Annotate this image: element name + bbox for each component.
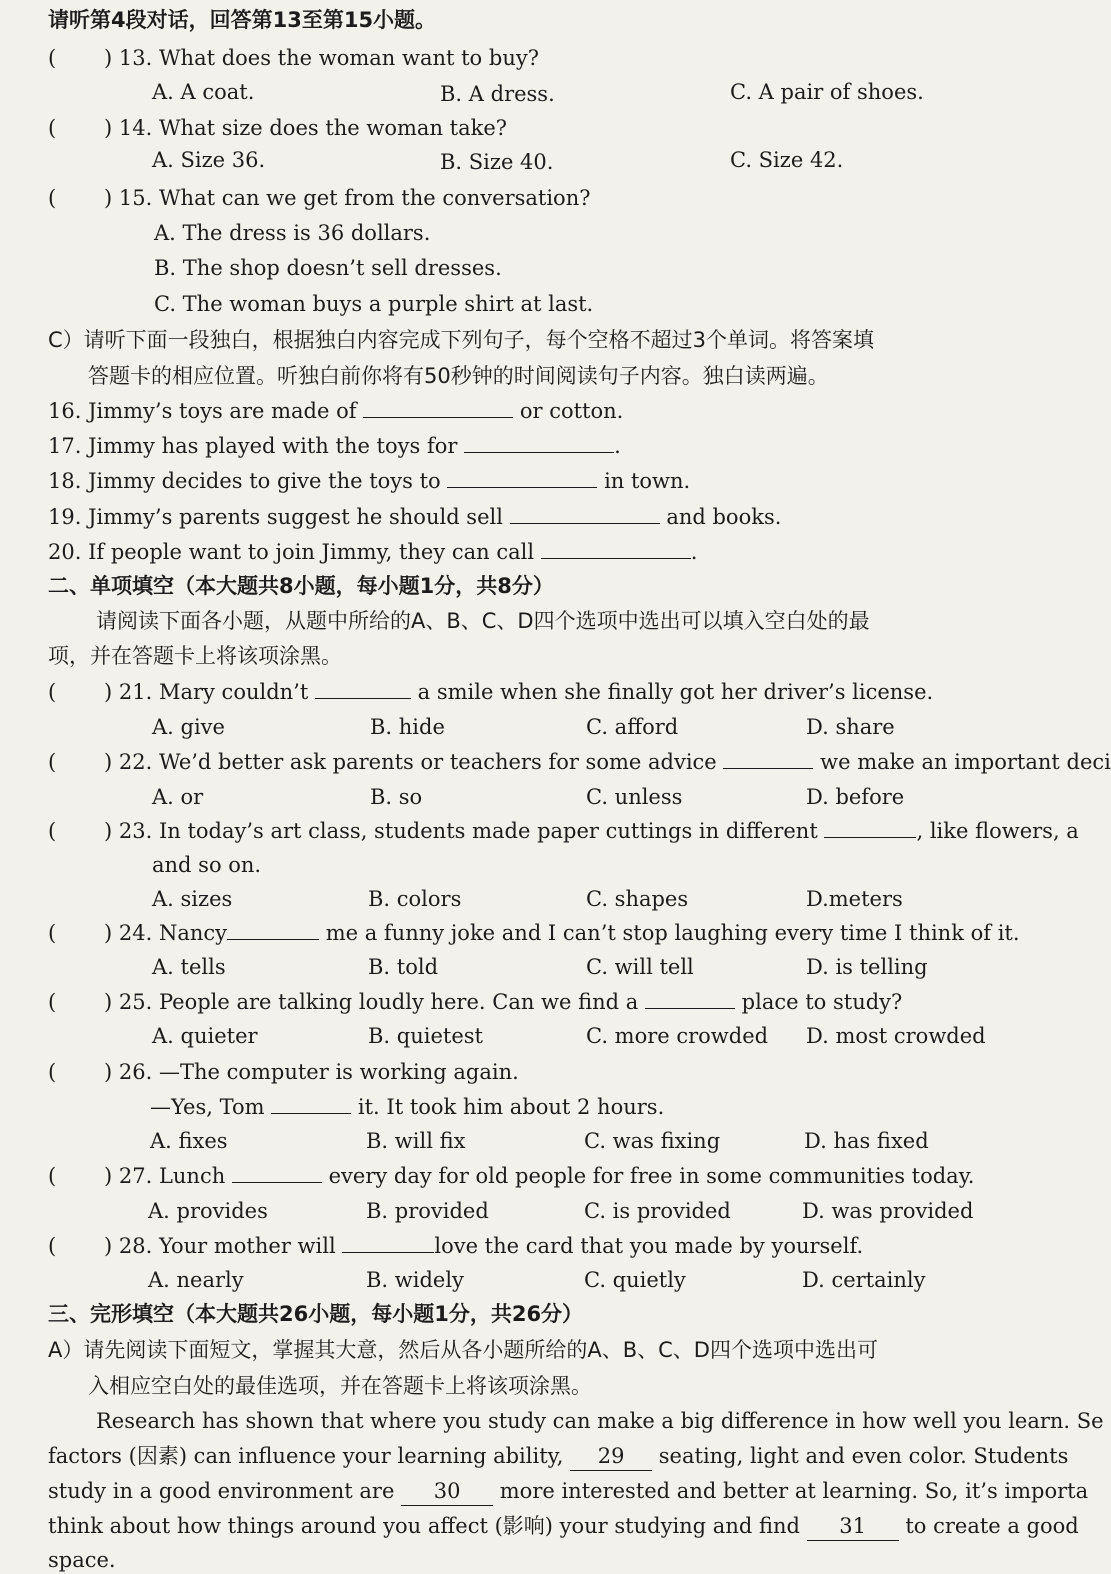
question-text: a smile when she finally got her driver’s license. [417,680,934,704]
question-15 [104,184,591,212]
question-18 [48,467,690,495]
question-22 [104,748,1111,776]
answer-paren[interactable]: ( [48,46,57,70]
q27-option-a[interactable]: A. provides [148,1199,268,1223]
question-number: ) 14. [104,116,153,140]
q22-option-a[interactable]: A. or [152,785,204,809]
answer-blank[interactable] [510,503,660,524]
question-stem: What can we get from the conversation? [158,186,591,210]
passage-text: seating, light and even color. Students [658,1444,1069,1468]
q27-option-c[interactable]: C. is provided [584,1199,731,1223]
answer-paren[interactable]: ( [48,680,57,704]
question-14 [104,114,507,142]
q23-option-d[interactable]: D.meters [806,887,903,911]
question-text: 17. Jimmy has played with the toys for [48,434,458,458]
section-c-instruction-line1: C）请听下面一段独白，根据独白内容完成下列句子，每个空格不超过3个单词。将答案填 [48,328,875,352]
question-24 [104,919,1020,947]
q13-option-c[interactable]: C. A pair of shoes. [730,80,924,104]
q13-option-b[interactable]: B. A dress. [440,82,555,106]
q21-option-c[interactable]: C. afford [586,715,679,739]
q23-option-b[interactable]: B. colors [368,887,462,911]
passage-line-1: Research has shown that where you study can make a big difference in how well you learn. Se [96,1409,1104,1433]
blank-30[interactable]: 30 [401,1477,493,1506]
part3-instruction-line1: A）请先阅读下面短文，掌握其大意，然后从各小题所给的A、B、C、D四个选项中选出可 [48,1338,878,1362]
question-text: in town. [604,469,691,493]
answer-blank[interactable] [723,748,813,769]
q24-option-a[interactable]: A. tells [152,955,226,979]
q28-option-b[interactable]: B. widely [366,1268,464,1292]
question-text: People are talking loudly here. Can we find a [158,990,639,1014]
passage-line-5: space. [48,1548,116,1572]
q21-option-a[interactable]: A. give [152,715,225,739]
passage-text: more interested and better at learning. So, it’s importa [499,1479,1089,1503]
q21-option-b[interactable]: B. hide [370,715,445,739]
question-20 [48,538,697,566]
question-28 [104,1232,863,1260]
question-26-reply [150,1093,664,1121]
question-text: 20. If people want to join Jimmy, they can call [48,540,535,564]
q15-option-c[interactable]: C. The woman buys a purple shirt at last. [154,292,594,316]
q27-option-b[interactable]: B. provided [366,1199,489,1223]
answer-blank[interactable] [464,432,614,453]
q14-option-a[interactable]: A. Size 36. [152,148,266,172]
q14-option-c[interactable]: C. Size 42. [730,148,844,172]
question-26 [104,1058,519,1086]
question-text: —The computer is working again. [158,1060,519,1084]
passage-line-4 [48,1512,1079,1541]
question-text: 18. Jimmy decides to give the toys to [48,469,441,493]
question-text: We’d better ask parents or teachers for some advice [158,750,717,774]
answer-paren[interactable]: ( [48,186,57,210]
question-text: love the card that you made by yourself. [434,1234,864,1258]
question-number: ) 28. [104,1234,153,1258]
part3-title: 三、完形填空（本大题共26小题，每小题1分，共26分） [48,1302,584,1326]
passage-line-2 [48,1442,1068,1471]
section-c-instruction-line2: 答题卡的相应位置。听独白前你将有50秒钟的时间阅读句子内容。独白读两遍。 [88,364,829,388]
part3-instruction-line2: 入相应空白处的最佳选项，并在答题卡上将该项涂黑。 [88,1374,592,1398]
answer-paren[interactable]: ( [48,1164,57,1188]
passage-text: to create a good [905,1514,1079,1538]
blank-29[interactable]: 29 [570,1442,652,1471]
q26-option-c[interactable]: C. was fixing [584,1129,721,1153]
q21-option-d[interactable]: D. share [806,715,895,739]
q22-option-d[interactable]: D. before [806,785,905,809]
question-text: we make an important deci [820,750,1111,774]
q24-option-d[interactable]: D. is telling [806,955,928,979]
question-text: Lunch [158,1164,226,1188]
answer-blank[interactable] [447,467,597,488]
passage-text: factors (因素) can influence your learning ability, [48,1444,564,1468]
question-25 [104,988,902,1016]
q14-option-b[interactable]: B. Size 40. [440,150,554,174]
question-number: ) 15. [104,186,153,210]
part2-instruction-line2: 项，并在答题卡上将该项涂黑。 [48,644,342,668]
passage-text: think about how things around you affect (影响) your studying and find [48,1514,800,1538]
question-17 [48,432,621,460]
q25-option-b[interactable]: B. quietest [368,1024,483,1048]
question-text: Nancy [158,921,227,945]
answer-blank[interactable] [363,397,513,418]
question-text: me a funny joke and I can’t stop laughing every time I think of it. [325,921,1020,945]
q23-option-c[interactable]: C. shapes [586,887,689,911]
question-text: Mary couldn’t [158,680,309,704]
question-number: ) 26. [104,1060,153,1084]
question-text: 16. Jimmy’s toys are made of [48,399,357,423]
q25-option-a[interactable]: A. quieter [152,1024,258,1048]
question-text: . [614,434,621,458]
answer-paren[interactable]: ( [48,750,57,774]
question-text: 19. Jimmy’s parents suggest he should sell [48,505,503,529]
answer-paren[interactable]: ( [48,990,57,1014]
question-number: ) 22. [104,750,153,774]
q22-option-c[interactable]: C. unless [586,785,683,809]
q28-option-d[interactable]: D. certainly [802,1268,926,1292]
question-text: Your mother will [158,1234,336,1258]
passage-line-3 [48,1477,1088,1506]
question-23 [104,817,1079,845]
q28-option-a[interactable]: A. nearly [148,1268,244,1292]
answer-paren[interactable]: ( [48,921,57,945]
question-text: —Yes, Tom [150,1095,265,1119]
question-27 [104,1162,974,1190]
q26-option-a[interactable]: A. fixes [150,1129,228,1153]
part2-title: 二、单项填空（本大题共8小题，每小题1分，共8分） [48,574,554,598]
part2-instruction-line1: 请阅读下面各小题，从题中所给的A、B、C、D四个选项中选出可以填入空白处的最 [96,609,870,633]
answer-paren[interactable]: ( [48,819,57,843]
answer-paren[interactable]: ( [48,116,57,140]
q26-option-d[interactable]: D. has fixed [804,1129,929,1153]
question-21 [104,678,933,706]
question-text: . [690,540,698,564]
q22-option-b[interactable]: B. so [370,785,423,809]
question-number: ) 25. [104,990,153,1014]
question-stem: What does the woman want to buy? [158,46,539,70]
question-16 [48,397,623,425]
question-text: or cotton. [519,399,624,423]
question-text: In today’s art class, students made paper cuttings in different [158,819,818,843]
question-number: ) 13. [104,46,153,70]
question-19 [48,503,781,531]
answer-blank[interactable] [227,919,319,940]
question-text: and books. [666,505,782,529]
q23-option-a[interactable]: A. sizes [152,887,233,911]
q28-option-c[interactable]: C. quietly [584,1268,686,1292]
q26-option-b[interactable]: B. will fix [366,1129,466,1153]
answer-blank[interactable] [342,1232,434,1253]
q27-option-d[interactable]: D. was provided [802,1199,974,1223]
question-text: every day for old people for free in some communities today. [328,1164,975,1188]
answer-blank[interactable] [645,988,735,1009]
q24-option-c[interactable]: C. will tell [586,955,694,979]
question-text: , like flowers, a [916,819,1079,843]
passage-text: study in a good environment are [48,1479,395,1503]
q13-option-a[interactable]: A. A coat. [152,80,255,104]
q25-option-d[interactable]: D. most crowded [806,1024,986,1048]
answer-blank[interactable] [232,1162,322,1183]
question-number: ) 27. [104,1164,153,1188]
blank-31[interactable]: 31 [807,1512,899,1541]
question-23-continuation: and so on. [152,853,262,877]
question-number: ) 23. [104,819,153,843]
question-text: place to study? [741,990,903,1014]
q25-option-c[interactable]: C. more crowded [586,1024,769,1048]
answer-paren[interactable]: ( [48,1234,57,1258]
question-13 [104,44,539,72]
answer-paren[interactable]: ( [48,1060,57,1084]
q24-option-b[interactable]: B. told [368,955,439,979]
question-text: it. It took him about 2 hours. [357,1095,665,1119]
q15-option-b[interactable]: B. The shop doesn’t sell dresses. [154,256,502,280]
q15-option-a[interactable]: A. The dress is 36 dollars. [154,221,431,245]
question-number: ) 24. [104,921,153,945]
listening-part4-instruction: 请听第4段对话，回答第13至第15小题。 [48,8,437,32]
answer-blank[interactable] [824,817,916,838]
question-number: ) 21. [104,680,153,704]
answer-blank[interactable] [271,1093,351,1114]
question-stem: What size does the woman take? [158,116,508,140]
answer-blank[interactable] [315,678,411,699]
answer-blank[interactable] [541,538,691,559]
